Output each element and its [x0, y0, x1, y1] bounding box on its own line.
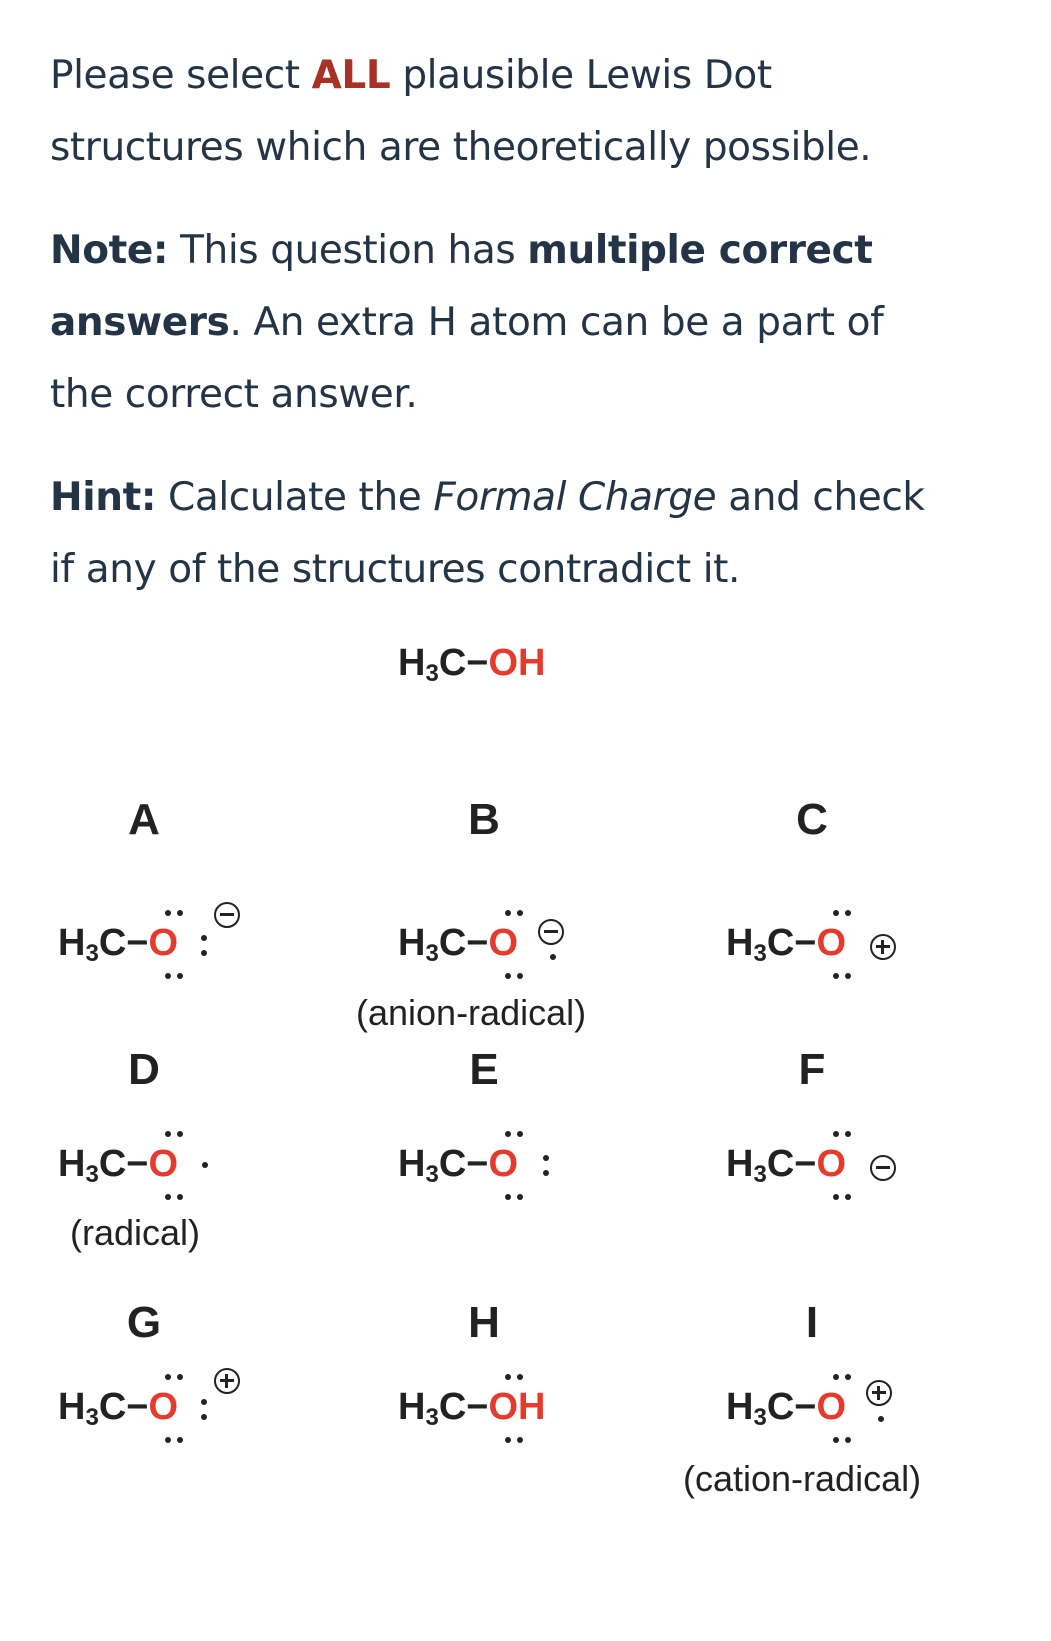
lone-pair-dot — [845, 1374, 851, 1380]
structure-f[interactable]: $H_3C-O$ — [726, 1143, 847, 1188]
lone-pair-dot — [517, 1374, 523, 1380]
lone-pair-dot — [833, 1374, 839, 1380]
option-letter-g[interactable]: G — [126, 1298, 162, 1347]
question-text — [50, 40, 1010, 184]
lone-pair-dot — [833, 910, 839, 916]
lone-pair-dot — [505, 1374, 511, 1380]
lone-pair-dot — [517, 973, 523, 979]
lone-pair-dot — [505, 973, 511, 979]
option-letter-i[interactable]: I — [805, 1298, 819, 1347]
lone-pair-dot — [878, 1416, 884, 1422]
lone-pair-dot — [833, 1131, 839, 1137]
lone-pair-dot — [201, 1414, 207, 1420]
positive-charge-icon — [214, 1368, 240, 1394]
lone-pair-dot — [845, 1131, 851, 1137]
lone-pair-dot — [833, 1194, 839, 1200]
hint-text: Hint: Calculate the Formal Charge and check if any of the structures contradict it. — [50, 475, 925, 592]
lone-pair-dot — [517, 1437, 523, 1443]
positive-charge-icon — [866, 1380, 892, 1406]
structure-b[interactable]: $H_3C-O$ — [398, 922, 519, 967]
note-label: Note: — [50, 228, 169, 273]
hint-label: Hint: — [50, 475, 157, 520]
lone-pair-dot — [845, 910, 851, 916]
caption-cation-radical: (cation-radical) — [683, 1458, 922, 1499]
negative-charge-icon — [870, 1155, 896, 1181]
structure-i[interactable]: $H_3C-O$ — [726, 1386, 847, 1431]
structure-e[interactable]: $H_3C-O$ — [398, 1143, 519, 1188]
note-text: Note: This question has multiple correct answers. An extra H atom can be a part of the correct answer. — [50, 228, 884, 417]
negative-charge-icon — [538, 919, 564, 945]
option-letter-h[interactable]: H — [468, 1298, 500, 1347]
lone-pair-dot — [177, 910, 183, 916]
question-line-1: Please select ALL plausible Lewis Dot — [50, 53, 772, 98]
lone-pair-dot — [845, 973, 851, 979]
lone-pair-dot — [201, 950, 207, 956]
lone-pair-dot — [165, 1194, 171, 1200]
lone-pair-dot — [833, 1437, 839, 1443]
lone-pair-dot — [505, 1131, 511, 1137]
structure-g[interactable]: $H_3C-O$ — [58, 1386, 179, 1431]
structure-h[interactable]: $H_3C-OH$ — [398, 1386, 546, 1431]
option-letter-b[interactable]: B — [468, 795, 500, 844]
positive-charge-icon — [870, 934, 896, 960]
lone-pair-dot — [845, 1437, 851, 1443]
lone-pair-dot — [550, 954, 556, 960]
lone-pair-dot — [517, 910, 523, 916]
lone-pair-dot — [543, 1155, 549, 1161]
lone-pair-dot — [505, 910, 511, 916]
lone-pair-dot — [845, 1194, 851, 1200]
lone-pair-dot — [177, 973, 183, 979]
structure-a[interactable]: $H_3C-O$ — [58, 922, 179, 967]
negative-charge-icon — [214, 902, 240, 928]
option-letter-f[interactable]: F — [798, 1045, 826, 1094]
lone-pair-dot — [201, 935, 207, 941]
lone-pair-dot — [201, 1399, 207, 1405]
lone-pair-dot — [165, 1131, 171, 1137]
lone-pair-dot — [177, 1437, 183, 1443]
lone-pair-dot — [165, 973, 171, 979]
lone-pair-dot — [165, 1374, 171, 1380]
lone-pair-dot — [177, 1194, 183, 1200]
caption-anion-radical: (anion-radical) — [356, 992, 587, 1033]
question-line-2: structures which are theoretically possible. — [50, 125, 872, 170]
lone-pair-dot — [165, 910, 171, 916]
lone-pair-dot — [517, 1131, 523, 1137]
lone-pair-dot — [165, 1437, 171, 1443]
methanol-formula: $H_3C-OH$ — [398, 642, 546, 687]
caption-radical: (radical) — [70, 1212, 201, 1253]
structure-d[interactable]: $H_3C-O$ — [58, 1143, 179, 1188]
lone-pair-dot — [505, 1437, 511, 1443]
lone-pair-dot — [517, 1194, 523, 1200]
option-letter-a[interactable]: A — [128, 795, 160, 844]
all-emphasis: ALL — [311, 53, 391, 98]
lone-pair-dot — [505, 1194, 511, 1200]
lone-pair-dot — [177, 1131, 183, 1137]
option-letter-e[interactable]: E — [469, 1045, 499, 1094]
lone-pair-dot — [202, 1162, 208, 1168]
structure-c[interactable]: $H_3C-O$ — [726, 922, 847, 967]
lone-pair-dot — [177, 1374, 183, 1380]
option-letter-c[interactable]: C — [796, 795, 828, 844]
lone-pair-dot — [833, 973, 839, 979]
lone-pair-dot — [543, 1170, 549, 1176]
option-letter-d[interactable]: D — [128, 1045, 160, 1094]
